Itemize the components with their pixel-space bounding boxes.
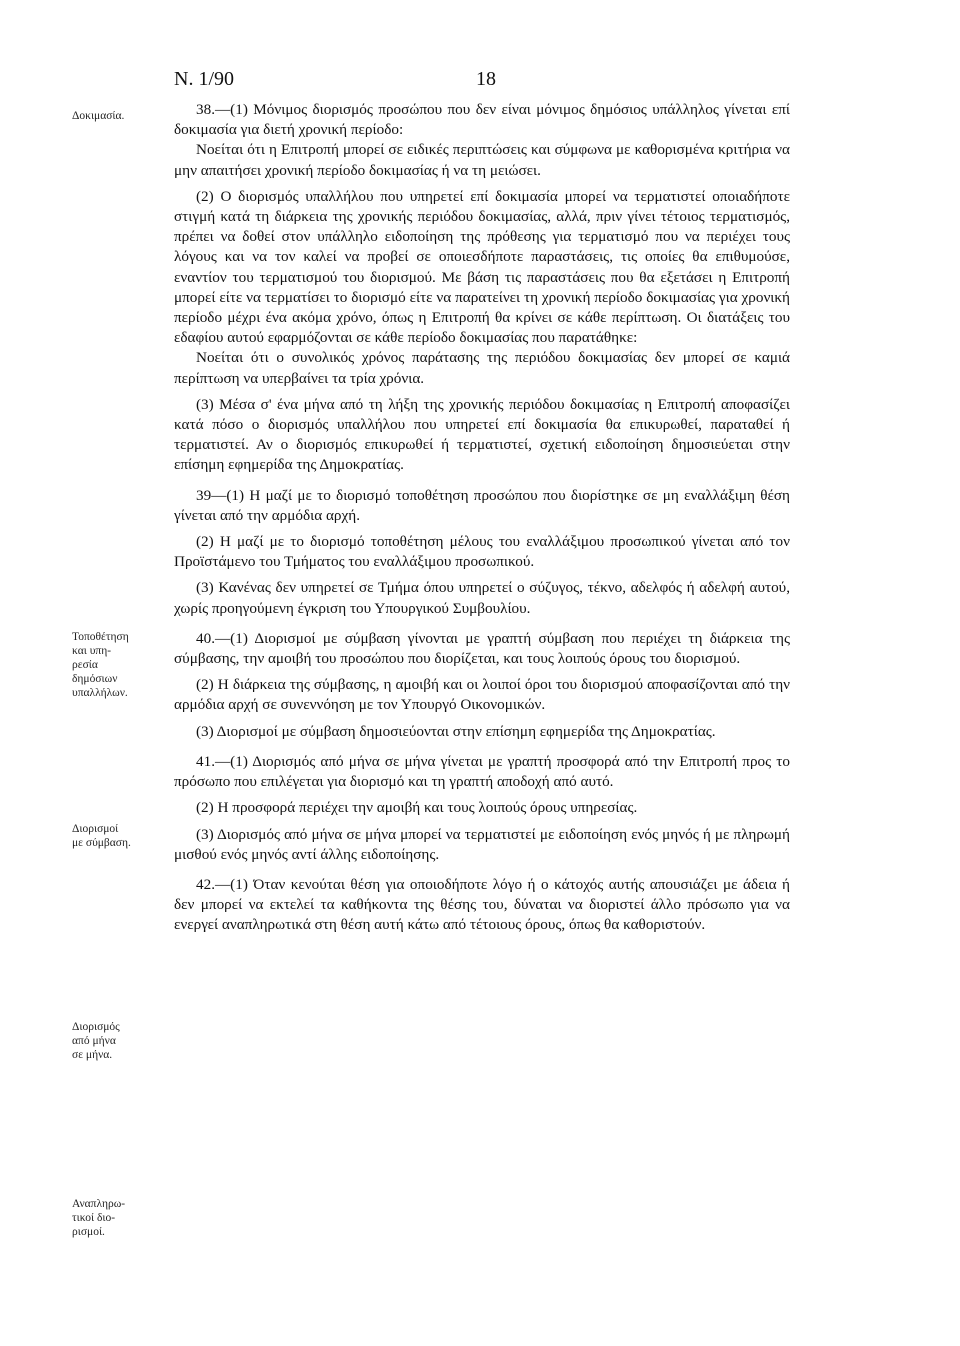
paragraph-40-3: (3) Διορισμοί με σύμβαση δημοσιεύονται στην επίσημη εφημερίδα της Δημοκρατίας.	[196, 722, 716, 740]
page-header	[174, 68, 794, 92]
margin-note-acting: Αναπληρω- τικοί διο- ρισμοί.	[72, 1198, 126, 1238]
issue-label: Ν. 1/90	[174, 68, 234, 90]
paragraph-38-2: (2) Ο διορισμός υπαλλήλου που υπηρετεί επί δοκιμασία μπορεί να τερματιστεί οποιαδήποτε στιγμή κατά τη διάρκεια της χρονικής περιόδου δοκιμασίας, αλλά, πριν γίνει τέτοιος τερματισμός, πρέπει να δοθεί στον υπάλληλο ειδοποίηση της πρόθεσης για τερματισμό που να περιέχει τους λόγους και να τον καλεί να προβεί σε οποιεσδήποτε παραστάσεις, τις οποίες θα επιθυμούσε, εναντίον του τερματισμού του διορισμού. Με βάση τις παραστάσεις που θα εξετάσει η Επιτροπή μπορεί είτε να τερματίσει το διορισμό είτε να παρατείνει τη χρονική περίοδο δοκιμασίας για χρονική περίοδο μέχρι ένα ακόμα χρόνο, όπως η Επιτροπή θα κρίνει σε κάθε περίπτωση. Οι διατάξεις του εδαφίου αυτού εφαρμόζονται σε κάθε περίοδο δοκιμασίας που παρατάθηκε:	[174, 187, 790, 347]
margin-note-monthly: Διορισμός από μήνα σε μήνα.	[72, 1021, 120, 1061]
margin-note-contract: Διορισμοί με σύμβαση.	[72, 823, 131, 849]
paragraph-38-1-proviso: Νοείται ότι η Επιτροπή μπορεί σε ειδικές περιπτώσεις και σύμφωνα με καθορισμένα κριτήρια να μην απαιτήσει χρονική περίοδο δοκιμασίας ή να τη μειώσει.	[174, 141, 790, 179]
paragraph-38-1: 38.—(1) Μόνιμος διορισμός προσώπου που δεν είναι μόνιμος δημόσιος υπάλληλος γίνεται επί δοκιμασία για διετή χρονική περίοδο:	[174, 101, 790, 139]
paragraph-38-3: (3) Μέσα σ' ένα μήνα από τη λήξη της χρονικής περιόδου δοκιμασίας η Επιτροπή αποφασίζει κατά πόσο ο διορισμός υπαλλήλου που υπηρετεί επί δοκιμασία θα επικυρωθεί, παραταθεί ή τερματιστεί. Αν ο διορισμός επικυρωθεί ή τερματιστεί, σχετική ειδοποίηση δημοσιεύεται στην επίσημη εφημερίδα της Δημοκρατίας.	[174, 395, 790, 474]
paragraph-41-3: (3) Διορισμός από μήνα σε μήνα μπορεί να τερματιστεί με ειδοποίηση ενός μηνός ή με πληρωμή μισθού ενός μηνός αντί άλλης ειδοποίησης.	[174, 825, 790, 863]
paragraph-40-1: 40.—(1) Διορισμοί με σύμβαση γίνονται με γραπτή σύμβαση που περιέχει τη διάρκεια της σύμβασης, την αμοιβή του προσώπου που διορίζεται, και τους λοιπούς όρους του διορισμού.	[174, 629, 790, 668]
paragraph-38-2-proviso: Νοείται ότι ο συνολικός χρόνος παράτασης της περιόδου δοκιμασίας δεν μπορεί σε καμιά περίπτωση να υπερβαίνει τα τρία χρόνια.	[174, 349, 790, 387]
body-text	[174, 100, 790, 936]
paragraph-39-1: 39—(1) Η μαζί με το διορισμό τοποθέτηση προσώπου που διορίστηκε σε μη εναλλάξιμη θέση γίνεται από την αρμόδια αρχή.	[174, 486, 790, 524]
page-number: 18	[476, 68, 496, 90]
paragraph-41-1: 41.—(1) Διορισμός από μήνα σε μήνα γίνεται με γραπτή προσφορά από την Επιτροπή προς το πρόσωπο που επιλέγεται για διορισμό και τη γραπτή αποδοχή από αυτό.	[174, 752, 790, 791]
paragraph-40-2: (2) Η διάρκεια της σύμβασης, η αμοιβή και οι λοιποί όροι του διορισμού αποφασίζονται από την αρμόδια αρχή σε συνεννόηση με τον Υπουργό Οικονομικών.	[174, 676, 790, 714]
paragraph-42-1: 42.—(1) Όταν κενούται θέση για οποιοδήποτε λόγο ή ο κάτοχός αυτής απουσιάζει με άδεια ή δεν μπορεί να εκτελεί τα καθήκοντα της θέσης του, δύναται να διοριστεί άλλο πρόσωπο για να ενεργεί αναπληρωτικά στη θέση αυτή κάτω από τέτοιους όρους, όπως θα καθοριστούν.	[174, 875, 790, 934]
margin-note-placement: Τοποθέτηση και υπη- ρεσία δημόσιων υπαλλήλων.	[72, 631, 129, 699]
margin-note-probation: Δοκιμασία.	[72, 110, 125, 122]
paragraph-39-3: (3) Κανένας δεν υπηρετεί σε Τμήμα όπου υπηρετεί ο σύζυγος, τέκνο, αδελφός ή αδελφή αυτού, χωρίς προηγούμενη έγκριση του Υπουργικού Συμβουλίου.	[174, 579, 790, 617]
paragraph-41-2: (2) Η προσφορά περιέχει την αμοιβή και τους λοιπούς όρους υπηρεσίας.	[196, 799, 638, 817]
paragraph-39-2: (2) Η μαζί με το διορισμό τοποθέτηση μέλους του εναλλάξιμου προσωπικού γίνεται από τον Προϊστάμενο του Τμήματος του εναλλάξιμου προσωπικού.	[174, 533, 790, 571]
